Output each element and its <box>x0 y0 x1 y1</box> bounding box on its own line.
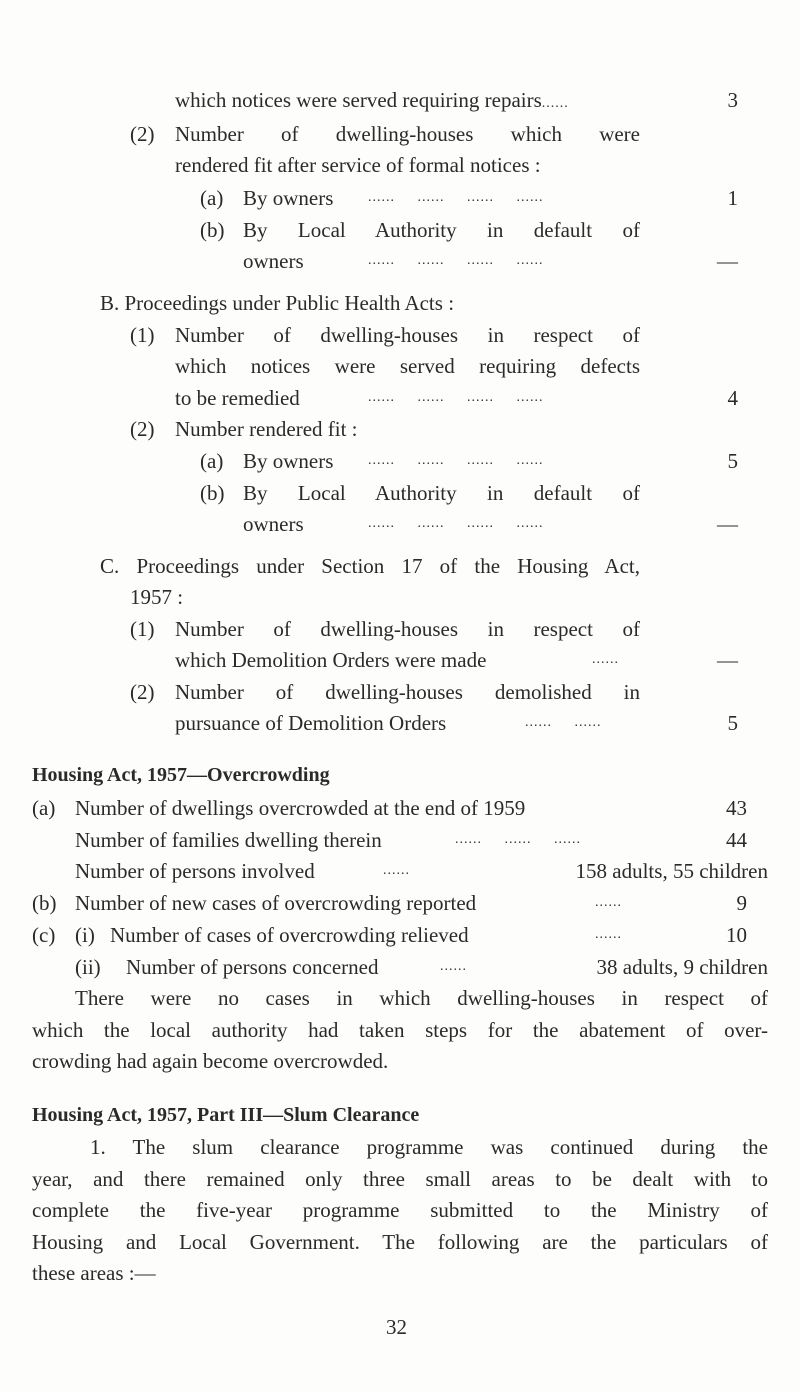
sectionC-item2-line2: pursuance of Demolition Orders <box>175 711 447 735</box>
sectionB-item1-leader: ...... ...... ...... ...... <box>368 390 544 405</box>
sectionA-b-number: (b) <box>200 218 225 242</box>
sectionC-item1-value: — <box>717 648 738 672</box>
sectionC-item2-value: 5 <box>727 711 738 735</box>
sectionB-b-number: (b) <box>200 481 225 505</box>
sectionB-item1-number: (1) <box>130 323 155 347</box>
sectionA-item2-number: (2) <box>130 122 155 146</box>
overcrowding-b-number: (b) <box>32 891 57 915</box>
sectionA-a-leader: ...... ...... ...... ...... <box>368 190 544 205</box>
sectionB-item2-number: (2) <box>130 417 155 441</box>
sectionB-a-number: (a) <box>200 449 224 473</box>
overcrowding-ii-text: Number of persons concerned <box>126 955 379 979</box>
overcrowding-paragraph-line3: crowding had again become overcrowded. <box>32 1049 389 1073</box>
overcrowding-c-number: (c) <box>32 923 56 947</box>
sectionB-b-line1: By Local Authority in default of <box>243 481 640 505</box>
sectionA-b-line2: owners <box>243 249 304 273</box>
sectionA-line0-value: 3 <box>727 88 738 112</box>
sectionB-b-leader: ...... ...... ...... ...... <box>368 516 544 531</box>
sectionB-item1-line3: to be remedied <box>175 386 300 410</box>
sectionA-a-value: 1 <box>727 186 738 210</box>
overcrowding-paragraph-line2: which the local authority had taken steps for the abatement of over- <box>32 1018 768 1042</box>
sectionC-item1-number: (1) <box>130 617 155 641</box>
overcrowding-persons-leader: ...... <box>383 863 410 878</box>
sectionA-b-value: — <box>717 249 738 273</box>
overcrowding-b-leader: ...... <box>595 895 622 910</box>
slum-heading: Housing Act, 1957, Part III—Slum Clearance <box>32 1104 420 1126</box>
slum-paragraph-line5: these areas :— <box>32 1261 156 1285</box>
sectionC-item1-line2: which Demolition Orders were made <box>175 648 487 672</box>
overcrowding-families-text: Number of families dwelling therein <box>75 828 382 852</box>
overcrowding-heading: Housing Act, 1957—Overcrowding <box>32 764 330 786</box>
sectionC-item1-line1: Number of dwelling-houses in respect of <box>175 617 640 641</box>
overcrowding-persons-value: 158 adults, 55 children <box>575 859 768 883</box>
overcrowding-c-value: 10 <box>726 923 747 947</box>
overcrowding-persons-text: Number of persons involved <box>75 859 315 883</box>
sectionB-item1-line1: Number of dwelling-houses in respect of <box>175 323 640 347</box>
slum-paragraph-line2: year, and there remained only three small areas to be dealt with to <box>32 1167 768 1191</box>
sectionC-heading-line2: 1957 : <box>130 585 184 609</box>
sectionA-item2-line1: Number of dwelling-houses which were <box>175 122 640 146</box>
sectionB-item1-line2: which notices were served requiring defects <box>175 354 640 378</box>
sectionB-a-leader: ...... ...... ...... ...... <box>368 453 544 468</box>
sectionA-b-leader: ...... ...... ...... ...... <box>368 253 544 268</box>
overcrowding-paragraph-line1: There were no cases in which dwelling-houses in respect of <box>75 986 768 1010</box>
overcrowding-ii-value: 38 adults, 9 children <box>596 955 768 979</box>
sectionC-item2-leader: ...... ...... <box>525 715 602 730</box>
overcrowding-ii-number: (ii) <box>75 955 101 979</box>
sectionB-b-value: — <box>717 512 738 536</box>
slum-paragraph-line3: complete the five-year programme submitted to the Ministry of <box>32 1198 768 1222</box>
overcrowding-a-text: Number of dwellings overcrowded at the end of 1959 <box>75 796 526 820</box>
sectionA-item2-line2: rendered fit after service of formal notices : <box>175 153 541 177</box>
sectionC-item1-leader: ...... <box>592 652 619 667</box>
sectionA-a-number: (a) <box>200 186 224 210</box>
overcrowding-a-number: (a) <box>32 796 56 820</box>
sectionA-b-line1: By Local Authority in default of <box>243 218 640 242</box>
overcrowding-families-leader: ...... ...... ...... <box>455 832 581 847</box>
overcrowding-b-value: 9 <box>736 891 747 915</box>
sectionB-heading: B. Proceedings under Public Health Acts : <box>100 291 455 315</box>
overcrowding-c-leader: ...... <box>595 927 622 942</box>
overcrowding-c-text: Number of cases of overcrowding relieved <box>110 923 469 947</box>
sectionA-line0: which notices were served requiring repairs...... <box>175 88 569 112</box>
slum-paragraph-line1: 1. The slum clearance programme was continued during the <box>90 1135 768 1159</box>
overcrowding-c-sub-number: (i) <box>75 923 95 947</box>
slum-paragraph-line4: Housing and Local Government. The following are the particulars of <box>32 1230 768 1254</box>
sectionB-item2-text: Number rendered fit : <box>175 417 358 441</box>
overcrowding-a-value: 43 <box>726 796 747 820</box>
overcrowding-b-text: Number of new cases of overcrowding reported <box>75 891 477 915</box>
sectionB-a-text: By owners <box>243 449 334 473</box>
sectionA-a-text: By owners <box>243 186 334 210</box>
sectionB-a-value: 5 <box>727 449 738 473</box>
sectionB-b-line2: owners <box>243 512 304 536</box>
sectionC-heading-line1: C. Proceedings under Section 17 of the Housing Act, <box>100 554 640 578</box>
sectionC-item2-number: (2) <box>130 680 155 704</box>
overcrowding-ii-leader: ...... <box>440 959 467 974</box>
page-number: 32 <box>386 1315 407 1339</box>
sectionC-item2-line1: Number of dwelling-houses demolished in <box>175 680 640 704</box>
overcrowding-families-value: 44 <box>726 828 747 852</box>
sectionB-item1-value: 4 <box>727 386 738 410</box>
